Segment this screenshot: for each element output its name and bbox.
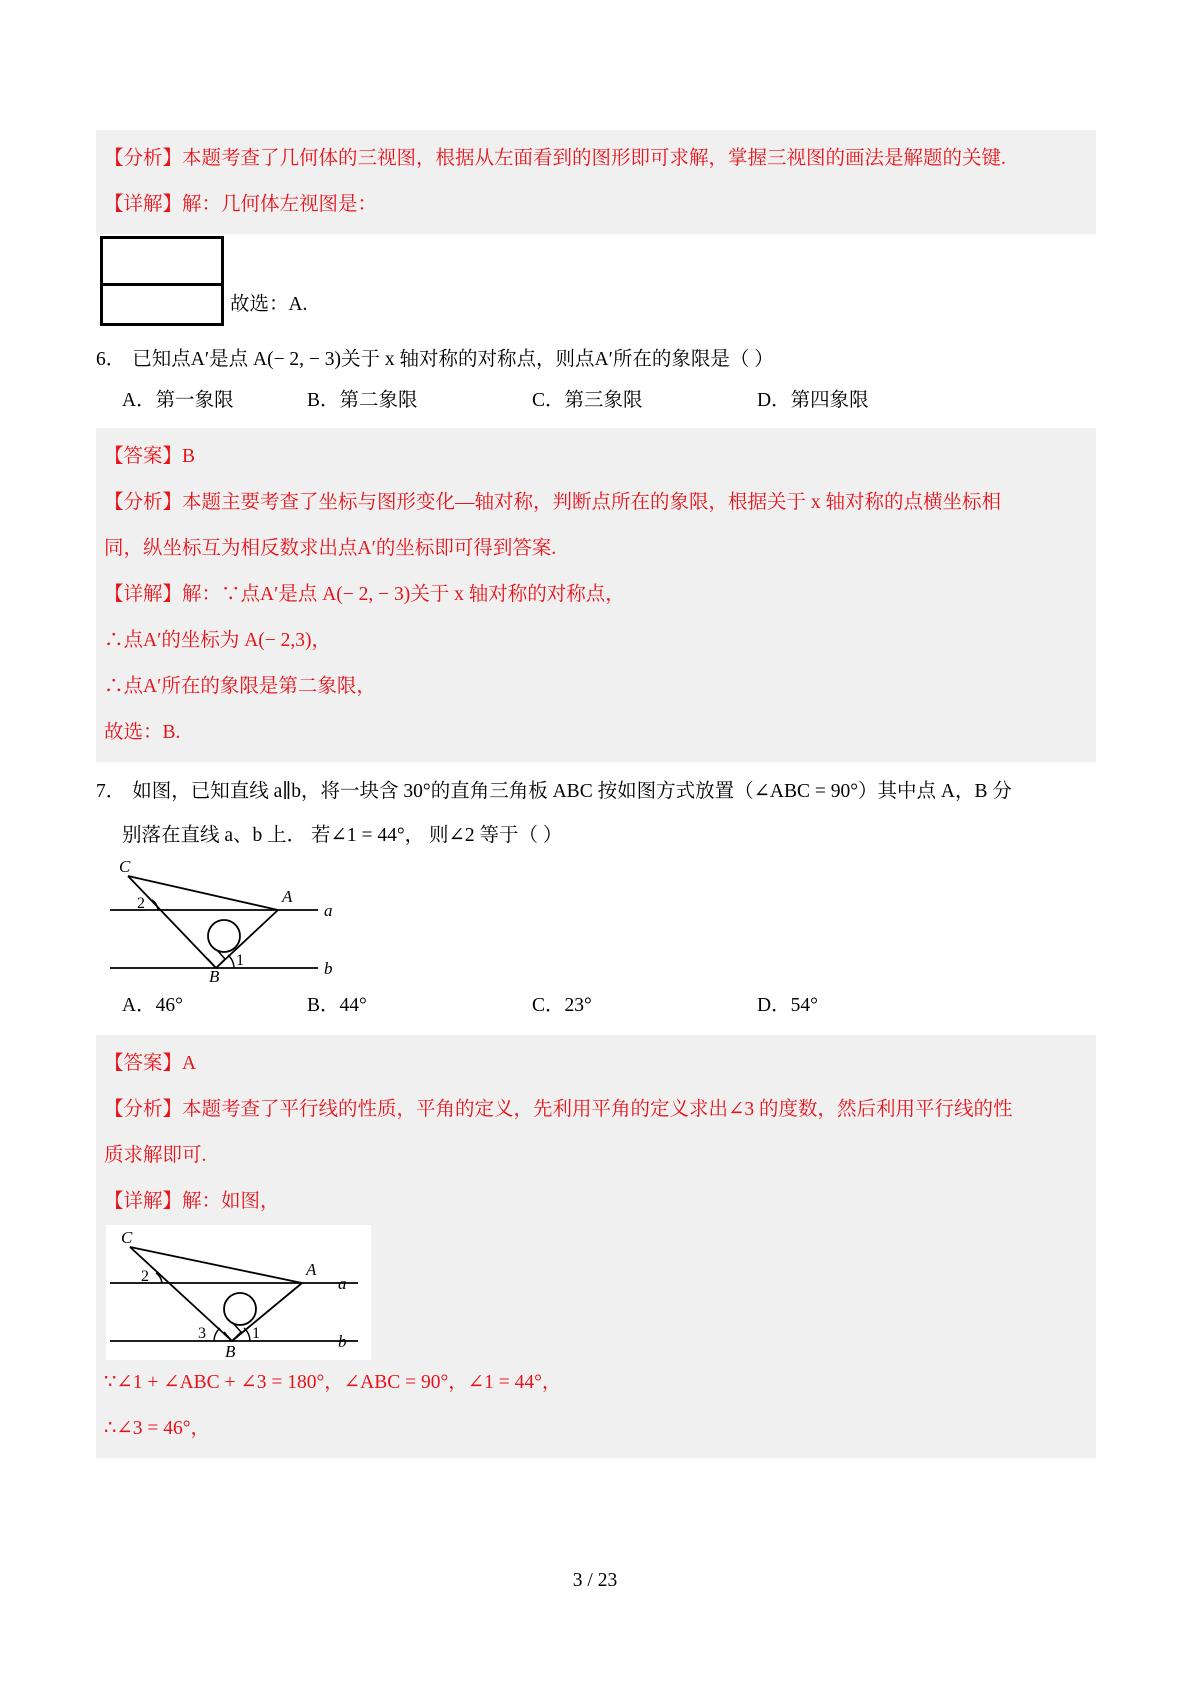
- q6-option-a[interactable]: [122, 384, 307, 412]
- q7-option-b-key: B．: [307, 995, 340, 1016]
- q6-option-b-label: 第二象限: [339, 390, 418, 411]
- q6-solution-block: [96, 428, 1096, 762]
- q7-solution-figure: [106, 1225, 371, 1360]
- q7-detail-line-2: ∴∠3 = 46°，: [104, 1418, 211, 1439]
- q6-option-c-key: C．: [532, 390, 565, 411]
- q5-detail-line: 【详解】解：几何体左视图是：: [104, 194, 378, 215]
- q7-analysis-line-1: 【分析】本题考查了平行线的性质，平角的定义，先利用平角的定义求出∠3 的度数，然后利用平行线的性: [104, 1099, 1013, 1120]
- figure2-label-A: A: [306, 1260, 317, 1279]
- q7-solution-block: [96, 1035, 1096, 1458]
- q6-detail-line-3: ∴点A′所在的象限是第二象限，: [104, 676, 376, 697]
- q6-number: 6．: [96, 349, 126, 370]
- q6-option-b-key: B．: [307, 390, 340, 411]
- q7-option-c-key: C．: [532, 995, 565, 1016]
- page-content: [96, 0, 1096, 1458]
- q7-option-a-key: A．: [122, 995, 156, 1016]
- figure1-label-C: C: [119, 858, 131, 876]
- figure1-label-a: a: [324, 901, 333, 920]
- figure1-label-B: B: [209, 967, 220, 983]
- q7-detail-intro: 【详解】解：如图，: [104, 1191, 280, 1212]
- figure1-label-A: A: [282, 887, 293, 906]
- q7-option-c-label: 23°: [564, 995, 592, 1016]
- q7-stem-line-2: 别落在直线 a、b 上． 若∠1 = 44°， 则∠2 等于（ ）: [122, 825, 563, 846]
- q5-conclusion: 故选：A.: [230, 294, 308, 315]
- q7-option-d-label: 54°: [790, 995, 818, 1016]
- q6-option-c[interactable]: [532, 384, 757, 412]
- q6-option-a-label: 第一象限: [155, 390, 234, 411]
- q6-conclusion: 故选：B.: [104, 722, 181, 743]
- q7-option-a-label: 46°: [155, 995, 183, 1016]
- q7-option-b[interactable]: [307, 989, 532, 1017]
- q6-option-a-key: A．: [122, 390, 156, 411]
- q6-option-b[interactable]: [307, 384, 532, 412]
- figure1-label-angle2: 2: [137, 895, 145, 912]
- figure1-label-b: b: [324, 959, 333, 978]
- q7-detail-line-1: ∵∠1 + ∠ABC + ∠3 = 180°，∠ABC = 90°，∠1 = 44°，: [104, 1372, 562, 1393]
- q7-option-c[interactable]: [532, 989, 757, 1017]
- q7-number: 7．: [96, 781, 126, 802]
- q7-stem-text-1: 如图，已知直线 a∥b，将一块含 30°的直角三角板 ABC 按如图方式放置（∠ABC = 90°）其中点 A，B 分: [132, 781, 1012, 802]
- q6-analysis-line-2: 同，纵坐标互为相反数求出点A′的坐标即可得到答案.: [104, 538, 557, 559]
- q6-answer-value: B: [182, 446, 196, 467]
- left-view-figure-wrap: [96, 234, 1096, 338]
- q6-option-d-label: 第四象限: [790, 390, 869, 411]
- q7-option-a[interactable]: [122, 989, 307, 1017]
- q6-option-d[interactable]: [757, 384, 869, 412]
- q6-detail-line-1: 【详解】解：∵点A′是点 A(− 2, − 3)关于 x 轴对称的对称点，: [104, 584, 625, 605]
- q7-answer-row: [96, 1041, 1096, 1087]
- q6-option-d-key: D．: [757, 390, 791, 411]
- q6-analysis-line-1: 【分析】本题主要考查了坐标与图形变化—轴对称，判断点所在的象限，根据关于 x 轴对称的点横坐标相: [104, 492, 1002, 513]
- figure2-label-angle1: 1: [252, 1325, 260, 1342]
- q6-detail-line-2: ∴点A′的坐标为 A(− 2,3)，: [104, 630, 332, 651]
- q7-answer-value: A: [182, 1053, 197, 1074]
- figure2-label-a: a: [338, 1274, 347, 1293]
- q7-option-d[interactable]: [757, 989, 818, 1017]
- figure2-label-C: C: [121, 1228, 133, 1247]
- left-view-divider: [103, 283, 221, 286]
- triangle-abc-parallel-lines-figure-solution: [106, 1225, 371, 1360]
- figure2-label-angle2: 2: [141, 1268, 149, 1285]
- q6-answer-row: [96, 434, 1096, 480]
- q6-stem: [96, 338, 1096, 382]
- q7-answer-label: 【答案】: [104, 1053, 183, 1074]
- q6-stem-text: 已知点A′是点 A(− 2, − 3)关于 x 轴对称的对称点，则点A′所在的象限是（ ）: [132, 349, 774, 370]
- q7-option-d-key: D．: [757, 995, 791, 1016]
- page-footer: 3 / 23: [572, 1570, 618, 1591]
- q7-stem-line-1: [96, 770, 1096, 814]
- figure2-label-b: b: [338, 1332, 347, 1351]
- q7-options: [96, 989, 1096, 1017]
- q6-options: [96, 384, 1096, 412]
- q6-option-c-label: 第三象限: [564, 390, 643, 411]
- q5-solution-block: [96, 130, 1096, 234]
- q5-analysis-line: 【分析】本题考查了几何体的三视图，根据从左面看到的图形即可求解，掌握三视图的画法是解题的关键.: [104, 148, 1006, 169]
- figure1-label-angle1: 1: [236, 952, 244, 969]
- triangle-abc-parallel-lines-figure: [106, 858, 366, 983]
- q7-figure: [106, 858, 366, 983]
- figure2-label-angle3: 3: [198, 1325, 206, 1342]
- q6-answer-label: 【答案】: [104, 446, 183, 467]
- left-view-rectangle-icon: [100, 236, 224, 326]
- figure2-label-B: B: [225, 1342, 236, 1360]
- q7-analysis-line-2: 质求解即可.: [104, 1145, 207, 1166]
- q7-option-b-label: 44°: [339, 995, 367, 1016]
